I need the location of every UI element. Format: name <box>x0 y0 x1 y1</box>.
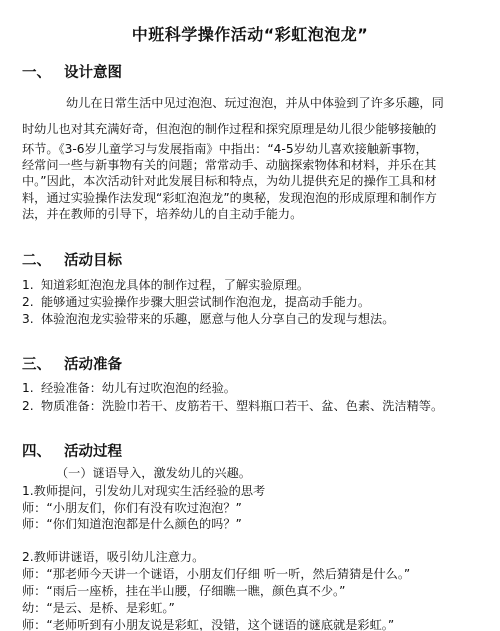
list-item-text: 物质准备：洗脸巾若干、皮筋若干、塑料瓶口若干、盆、色素、洗洁精等。 <box>41 399 444 413</box>
list-item-number: 1. <box>22 381 34 395</box>
section-heading-2 <box>22 249 122 270</box>
section-number: 二、 <box>22 253 51 269</box>
list-item-text: 知道彩虹泡泡龙具体的制作过程，了解实验原理。 <box>41 278 310 292</box>
list-item-number: 1. <box>22 278 34 292</box>
list-item <box>22 398 443 414</box>
section-number: 一、 <box>22 65 51 81</box>
activity-line: 幼：“是云、是桥、是彩虹。” <box>22 601 175 615</box>
list-item <box>22 277 309 293</box>
list-item-number: 2. <box>22 399 34 413</box>
subheading: （一）谜语导入，激发幼儿的兴趣。 <box>56 466 251 480</box>
section-heading-3 <box>22 353 122 374</box>
section-title: 活动准备 <box>64 357 122 373</box>
list-item <box>22 380 236 396</box>
paragraph-line: 时幼儿也对其充满好奇，但泡泡的制作过程和探究原理是幼儿很少能够接触的 <box>22 122 437 136</box>
section-number: 三、 <box>22 357 51 373</box>
list-item-text: 经验准备：幼儿有过吹泡泡的经验。 <box>41 381 236 395</box>
list-item-text: 体验泡泡龙实验带来的乐趣，愿意与他人分享自己的发现与想法。 <box>41 312 395 326</box>
paragraph-line: 幼儿在日常生活中见过泡泡、玩过泡泡，并从中体验到了许多乐趣，同 <box>66 96 444 110</box>
activity-line: 师：“小朋友们，你们有没有吹过泡泡？” <box>22 501 242 515</box>
section-heading-4 <box>22 440 122 461</box>
activity-line: 师：“你们知道泡泡都是什么颜色的吗？” <box>22 517 242 531</box>
paragraph-line: 环节。《3-6岁儿童学习与发展指南》中指出：“4-5岁幼儿喜欢接触新事物， <box>22 142 428 156</box>
section-number: 四、 <box>22 444 51 460</box>
activity-line: 师：“那老师今天讲一个谜语，小朋友们仔细 听一听，然后猜猜是什么。” <box>22 567 411 581</box>
activity-line: 1.教师提问，引发幼儿对现实生活经验的思考 <box>22 484 266 498</box>
section-title: 设计意图 <box>64 65 122 81</box>
activity-line: 2.教师讲谜语，吸引幼儿注意力。 <box>22 550 205 564</box>
list-item-number: 3. <box>22 312 34 326</box>
section-title: 活动目标 <box>64 253 122 269</box>
list-item <box>22 311 394 327</box>
activity-line: 师：“雨后一座桥，挂在半山腰，仔细瞧一瞧，颜色真不少。” <box>22 584 346 598</box>
document-title: 中班科学操作活动“彩虹泡泡龙” <box>131 25 369 44</box>
section-heading-1 <box>22 61 122 82</box>
paragraph-line: 经常问一些与新事物有关的问题；常常动手、动脑探索物体和材料，并乐在其 <box>22 158 437 172</box>
paragraph-line: 中。”因此，本次活动针对此发展目标和特点，为幼儿提供充足的操作工具和材 <box>22 174 437 188</box>
list-item <box>22 294 370 310</box>
activity-line: 师：“老师听到有小朋友说是彩虹，没错，这个谜语的谜底就是彩虹。” <box>22 618 395 631</box>
list-item-number: 2. <box>22 295 34 309</box>
list-item-text: 能够通过实验操作步骤大胆尝试制作泡泡龙，提高动手能力。 <box>41 295 371 309</box>
paragraph-line: 法，并在教师的引导下，培养幼儿的自主动手能力。 <box>22 207 303 221</box>
paragraph-line: 料，通过实验操作法发现“彩虹泡泡龙”的奥秘，发现泡泡的形成原理和制作方 <box>22 191 437 205</box>
section-title: 活动过程 <box>64 444 122 460</box>
